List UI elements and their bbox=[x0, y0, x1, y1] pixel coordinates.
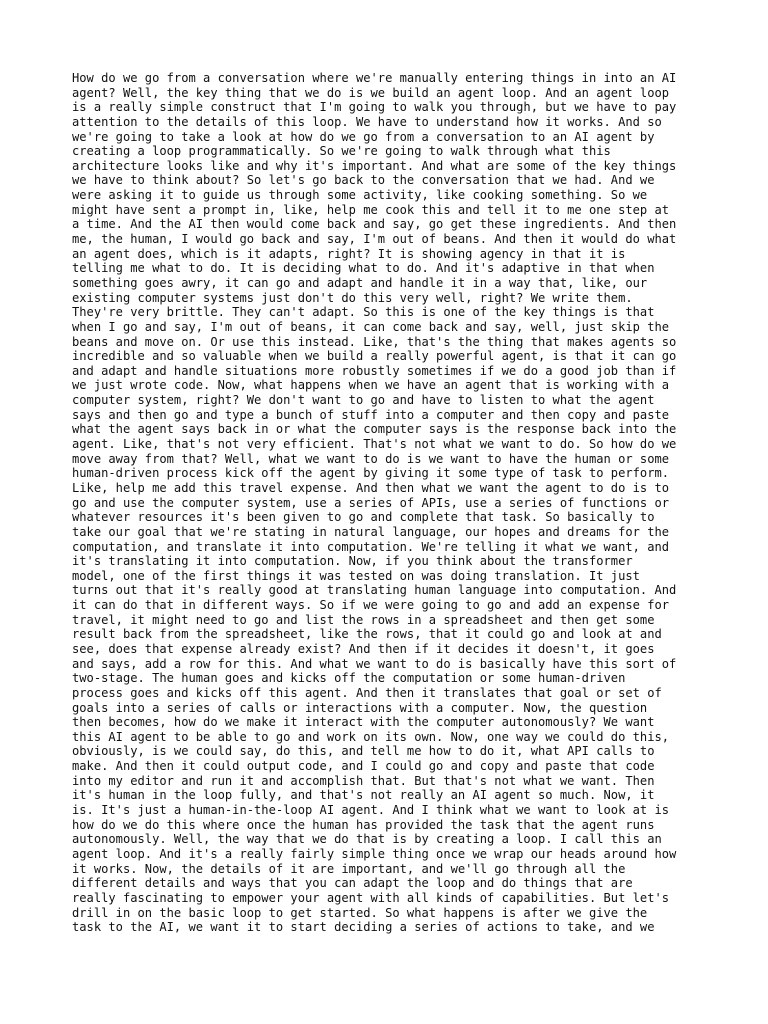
text-line: into my editor and run it and accomplish that. But that's not what we want. Then bbox=[72, 773, 655, 788]
text-line: telling me what to do. It is deciding what to do. And it's adaptive in that when bbox=[72, 261, 655, 276]
text-line: is a really simple construct that I'm going to walk you through, but we have to pay bbox=[72, 100, 677, 115]
text-line: attention to the details of this loop. We have to understand how it works. And so bbox=[72, 114, 662, 129]
text-line: beans and move on. Or use this instead. Like, that's the thing that makes agents so bbox=[72, 334, 677, 349]
text-line: might have sent a prompt in, like, help me cook this and tell it to me one step at bbox=[72, 202, 670, 217]
text-line: drill in on the basic loop to get started. So what happens is after we give the bbox=[72, 905, 648, 920]
text-line: task to the AI, we want it to start deciding a series of actions to take, and we bbox=[72, 920, 655, 935]
document-page bbox=[72, 71, 702, 935]
text-line: incredible and so valuable when we build a really powerful agent, is that it can go bbox=[72, 349, 677, 364]
text-line: see, does that expense already exist? And then if it decides it doesn't, it goes bbox=[72, 641, 655, 656]
text-line: go and use the computer system, use a series of APIs, use a series of functions or bbox=[72, 495, 670, 510]
text-line: move away from that? Well, what we want to do is we want to have the human or some bbox=[72, 451, 670, 466]
text-line: we're going to take a look at how do we go from a conversation to an AI agent by bbox=[72, 129, 655, 144]
text-line: architecture looks like and why it's important. And what are some of the key things bbox=[72, 158, 677, 173]
text-line: turns out that it's really good at translating human language into computation. And bbox=[72, 583, 677, 598]
text-line: this AI agent to be able to go and work on its own. Now, one way we could do this, bbox=[72, 729, 670, 744]
text-line: agent loop. And it's a really fairly simple thing once we wrap our heads around how bbox=[72, 846, 677, 861]
text-line: is. It's just a human-in-the-loop AI agent. And I think what we want to look at is bbox=[72, 803, 670, 818]
transcript-text bbox=[72, 71, 702, 935]
text-line: computer system, right? We don't want to go and have to listen to what the agent bbox=[72, 393, 655, 408]
text-line: we just wrote code. Now, what happens when we have an agent that is working with a bbox=[72, 378, 670, 393]
text-line: existing computer systems just don't do this very well, right? We write them. bbox=[72, 290, 633, 305]
text-line: autonomously. Well, the way that we do that is by creating a loop. I call this an bbox=[72, 832, 662, 847]
text-line: what the agent says back in or what the computer says is the response back into the bbox=[72, 422, 677, 437]
text-line: we have to think about? So let's go back to the conversation that we had. And we bbox=[72, 173, 655, 188]
text-line: it's translating it into computation. Now, if you think about the transformer bbox=[72, 554, 633, 569]
text-line: computation, and translate it into computation. We're telling it what we want, and bbox=[72, 539, 670, 554]
text-line: how do we do this where once the human has provided the task that the agent runs bbox=[72, 817, 655, 832]
text-line: travel, it might need to go and list the rows in a spreadsheet and then get some bbox=[72, 612, 655, 627]
text-line: take our goal that we're stating in natural language, our hopes and dreams for the bbox=[72, 524, 670, 539]
text-line: it's human in the loop fully, and that's not really an AI agent so much. Now, it bbox=[72, 788, 655, 803]
text-line: creating a loop programmatically. So we're going to walk through what this bbox=[72, 144, 611, 159]
text-line: make. And then it could output code, and I could go and copy and paste that code bbox=[72, 759, 655, 774]
text-line: were asking it to guide us through some activity, like cooking something. So we bbox=[72, 188, 648, 203]
text-line: really fascinating to empower your agent with all kinds of capabilities. But let's bbox=[72, 890, 670, 905]
text-line: it can do that in different ways. So if we were going to go and add an expense for bbox=[72, 598, 670, 613]
text-line: They're very brittle. They can't adapt. So this is one of the key things is that bbox=[72, 305, 655, 320]
text-line: two-stage. The human goes and kicks off the computation or some human-driven bbox=[72, 671, 626, 686]
text-line: a time. And the AI then would come back and say, go get these ingredients. And then bbox=[72, 217, 677, 232]
text-line: different details and ways that you can adapt the loop and do things that are bbox=[72, 876, 633, 891]
text-line: something goes awry, it can go and adapt and handle it in a way that, like, our bbox=[72, 275, 648, 290]
text-line: and says, add a row for this. And what we want to do is basically have this sort of bbox=[72, 656, 677, 671]
text-line: agent? Well, the key thing that we do is we build an agent loop. And an agent loop bbox=[72, 85, 670, 100]
text-line: model, one of the first things it was tested on was doing translation. It just bbox=[72, 568, 640, 583]
text-line: human-driven process kick off the agent by giving it some type of task to perform. bbox=[72, 466, 670, 481]
text-line: result back from the spreadsheet, like the rows, that it could go and look at and bbox=[72, 627, 662, 642]
text-line: agent. Like, that's not very efficient. That's not what we want to do. So how do we bbox=[72, 437, 677, 452]
text-line: obviously, is we could say, do this, and tell me how to do it, what API calls to bbox=[72, 744, 655, 759]
text-line: whatever resources it's been given to go and complete that task. So basically to bbox=[72, 510, 655, 525]
text-line: then becomes, how do we make it interact with the computer autonomously? We want bbox=[72, 715, 655, 730]
text-line: me, the human, I would go back and say, I'm out of beans. And then it would do what bbox=[72, 232, 677, 247]
text-line: and adapt and handle situations more robustly sometimes if we do a good job than if bbox=[72, 363, 677, 378]
text-line: it works. Now, the details of it are important, and we'll go through all the bbox=[72, 861, 626, 876]
text-line: an agent does, which is it adapts, right? It is showing agency in that it is bbox=[72, 246, 626, 261]
text-line: goals into a series of calls or interactions with a computer. Now, the question bbox=[72, 700, 648, 715]
text-line: How do we go from a conversation where we're manually entering things in into an AI bbox=[72, 71, 677, 85]
text-line: says and then go and type a bunch of stuff into a computer and then copy and paste bbox=[72, 407, 670, 422]
text-line: process goes and kicks off this agent. And then it translates that goal or set of bbox=[72, 685, 662, 700]
text-line: Like, help me add this travel expense. And then what we want the agent to do is to bbox=[72, 480, 670, 495]
text-line: when I go and say, I'm out of beans, it can come back and say, well, just skip the bbox=[72, 319, 670, 334]
